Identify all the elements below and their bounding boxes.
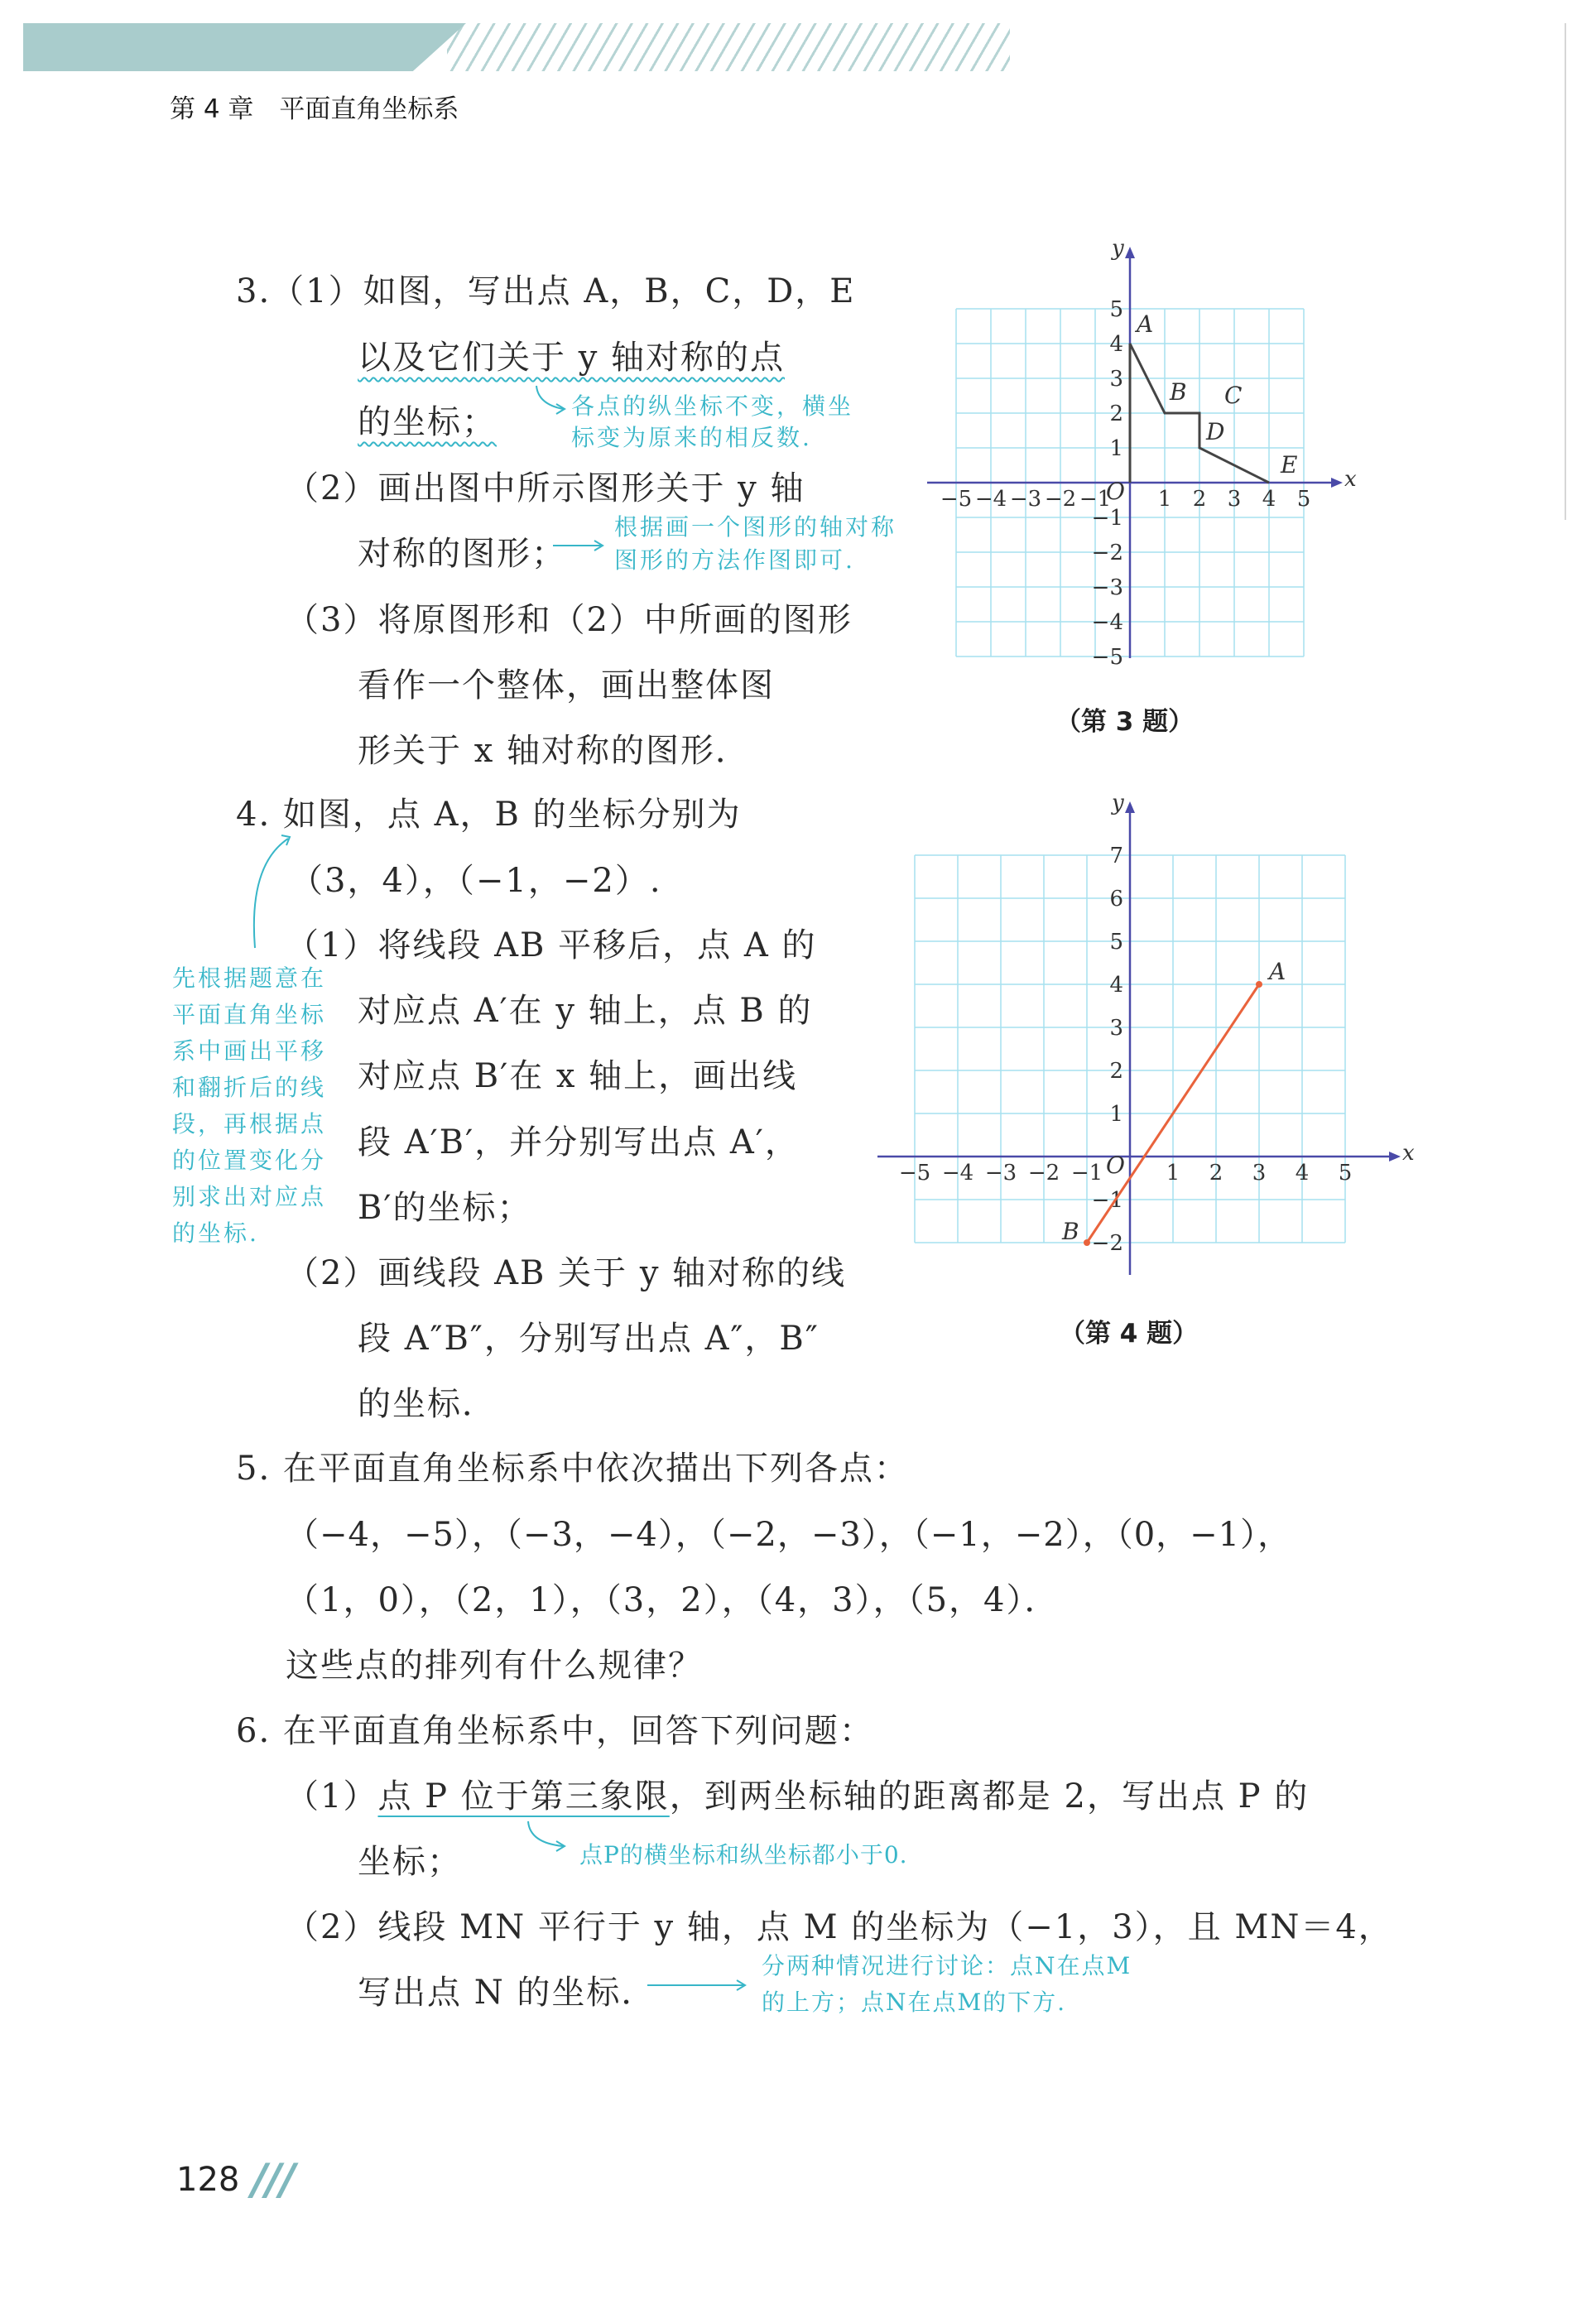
- y-tick-label: 2: [1109, 1059, 1123, 1084]
- q3-line3-text: 的坐标；: [358, 403, 497, 441]
- x-tick-label: 1: [1157, 487, 1172, 512]
- y-tick-label: 1: [1109, 1102, 1123, 1127]
- q4-note-arrow: [240, 832, 306, 956]
- q4-note-line: 的位置变化分: [172, 1147, 327, 1174]
- y-tick-label: 5: [1109, 930, 1123, 955]
- y-tick-label: −5: [1091, 645, 1123, 670]
- q4-note-line: 先根据题意在: [172, 964, 327, 992]
- figure-4-caption: （第 4 题）: [1060, 1319, 1199, 1349]
- point-label-d: D: [1206, 418, 1225, 445]
- q3-note1-line2: 标变为原来的相反数.: [571, 424, 812, 451]
- y-tick-label: −2: [1091, 1231, 1123, 1256]
- q4-line1: 4. 如图，点 A，B 的坐标分别为: [236, 796, 742, 834]
- chapter-title: 第 4 章 平面直角坐标系: [170, 94, 459, 124]
- q6-p1-prefix: （1）: [286, 1777, 378, 1816]
- x-axis-label: x: [1344, 467, 1357, 492]
- x-tick-label: 2: [1192, 487, 1207, 512]
- q6-note1: 点P的横坐标和纵坐标都小于0.: [579, 1841, 908, 1868]
- q3-line7: 看作一个整体，画出整体图: [358, 666, 775, 705]
- page-number: 128: [176, 2161, 240, 2199]
- q6-line2: [286, 1777, 1309, 1816]
- q4-note-line: 系中画出平移: [172, 1037, 327, 1065]
- y-tick-label: 2: [1109, 402, 1123, 426]
- x-tick-label: −4: [941, 1161, 974, 1186]
- figure-3-caption: （第 3 题）: [1055, 707, 1195, 737]
- y-tick-label: 7: [1109, 844, 1123, 868]
- figure-3-coordinate-plane: [911, 240, 1374, 671]
- q3-note1-line1: 各点的纵坐标不变，横坐: [571, 392, 854, 420]
- q6-line4: （2）线段 MN 平行于 y 轴，点 M 的坐标为（−1，3），且 MN＝4，: [286, 1908, 1393, 1946]
- x-tick-label: −1: [1079, 487, 1112, 512]
- q3-line6: （3）将原图形和（2）中所画的图形: [286, 601, 853, 639]
- y-axis-label: y: [1112, 240, 1124, 261]
- x-tick-label: 5: [1338, 1161, 1353, 1186]
- origin-label: O: [1106, 478, 1125, 505]
- q4-line4: 对应点 A′在 y 轴上，点 B 的: [358, 992, 813, 1030]
- y-axis-arrow: [1125, 247, 1135, 258]
- header-hatch: [447, 23, 1010, 71]
- q3-line1: 3.（1）如图，写出点 A，B，C，D，E: [236, 272, 856, 310]
- x-axis-arrow: [1331, 478, 1343, 488]
- q4-line8: （2）画线段 AB 关于 y 轴对称的线: [286, 1254, 847, 1292]
- q4-note-line: 平面直角坐标: [172, 1001, 327, 1028]
- q4-line6: 段 A′B′，并分别写出点 A′，: [358, 1123, 800, 1162]
- x-tick-label: −4: [974, 487, 1007, 512]
- y-tick-label: −4: [1091, 610, 1123, 635]
- x-tick-label: −2: [1044, 487, 1077, 512]
- x-axis-arrow: [1389, 1152, 1401, 1162]
- q3-line4: （2）画出图中所示图形关于 y 轴: [286, 469, 805, 507]
- x-tick-label: −3: [984, 1161, 1017, 1186]
- x-tick-label: −5: [940, 487, 973, 512]
- page-edge: [1565, 23, 1566, 520]
- q6-line1: 6. 在平面直角坐标系中，回答下列问题：: [236, 1712, 874, 1750]
- header-band: [23, 23, 466, 71]
- y-axis-label: y: [1112, 795, 1124, 815]
- y-tick-label: 4: [1109, 332, 1123, 357]
- x-tick-label: 4: [1295, 1161, 1310, 1186]
- q6-p1-rest: ，到两坐标轴的距离都是 2，写出点 P 的: [669, 1777, 1310, 1816]
- q4-note-line: 的坐标.: [172, 1219, 259, 1247]
- y-tick-label: 4: [1109, 973, 1123, 998]
- q3-line2-text: 以及它们关于 y 轴对称的点: [358, 339, 786, 377]
- q4-line3: （1）将线段 AB 平移后，点 A 的: [286, 926, 817, 964]
- q6-note1-arrow: [522, 1818, 588, 1868]
- x-tick-label: 2: [1209, 1161, 1223, 1186]
- q3-note2-line1: 根据画一个图形的轴对称: [614, 513, 897, 541]
- point-b: [1084, 1239, 1090, 1246]
- y-tick-label: 3: [1109, 1016, 1123, 1041]
- x-tick-label: 1: [1166, 1161, 1180, 1186]
- q3-line2: [358, 338, 785, 378]
- y-tick-label: 5: [1109, 297, 1123, 322]
- x-tick-label: −2: [1027, 1161, 1060, 1186]
- q5-line2: （−4，−5），（−3，−4），（−2，−3），（−1，−2），（0，−1），: [286, 1516, 1292, 1554]
- q4-line9: 段 A″B″，分别写出点 A″，B″: [358, 1320, 820, 1358]
- q4-line10: 的坐标．: [358, 1385, 497, 1423]
- point-label-e: E: [1281, 451, 1298, 479]
- point-label-a: A: [1137, 310, 1154, 338]
- q6-note2-arrow: [646, 1974, 753, 1998]
- point-a: [1256, 981, 1262, 988]
- point-label-b: B: [1062, 1218, 1079, 1245]
- y-axis-arrow: [1125, 801, 1135, 813]
- x-tick-label: −5: [898, 1161, 931, 1186]
- origin-label: O: [1106, 1152, 1125, 1179]
- q3-note2-arrow: [551, 534, 609, 559]
- x-tick-label: 5: [1296, 487, 1311, 512]
- y-tick-label: 1: [1109, 436, 1123, 461]
- q4-line7: B′的坐标；: [358, 1189, 532, 1227]
- q4-line5: 对应点 B′在 x 轴上，画出线: [358, 1057, 798, 1095]
- y-tick-label: 6: [1109, 887, 1123, 911]
- x-tick-label: 3: [1227, 487, 1242, 512]
- q3-line5: 对称的图形；: [358, 535, 566, 573]
- y-tick-label: −2: [1091, 541, 1123, 565]
- x-tick-label: −1: [1070, 1161, 1103, 1186]
- q4-note-line: 别求出对应点: [172, 1183, 327, 1210]
- y-tick-label: −3: [1091, 575, 1123, 600]
- y-tick-label: −1: [1091, 506, 1123, 531]
- q5-line4: 这些点的排列有什么规律？: [286, 1647, 703, 1685]
- q6-line3: 坐标；: [358, 1843, 462, 1881]
- q3-note2-line2: 图形的方法作图即可.: [614, 546, 855, 574]
- y-tick-label: 3: [1109, 367, 1123, 392]
- q4-line2: （3，4），（−1，−2）.: [290, 862, 662, 900]
- q4-note-line: 和翻折后的线: [172, 1074, 327, 1101]
- x-tick-label: −3: [1009, 487, 1042, 512]
- point-label-c: C: [1224, 382, 1243, 409]
- x-tick-label: 3: [1252, 1161, 1267, 1186]
- q5-line3: （1，0），（2，1），（3，2），（4，3），（5，4）．: [286, 1581, 1060, 1619]
- point-label-a: A: [1269, 958, 1286, 985]
- q6-line5: 写出点 N 的坐标．: [358, 1974, 656, 2012]
- figure-4-coordinate-plane: [861, 795, 1424, 1291]
- point-label-b: B: [1170, 378, 1187, 406]
- q3-line8: 形关于 x 轴对称的图形．: [358, 732, 750, 770]
- q5-line1: 5. 在平面直角坐标系中依次描出下列各点：: [236, 1450, 909, 1488]
- x-axis-label: x: [1402, 1141, 1415, 1166]
- page-number-mark: ///: [252, 2155, 294, 2205]
- q4-note-line: 段，再根据点: [172, 1110, 327, 1137]
- q6-note2-line2: 的上方；点N在点M的下方.: [762, 1989, 1067, 2016]
- x-tick-label: 4: [1262, 487, 1276, 512]
- q6-p1-underlined: 点 P 位于第三象限: [377, 1777, 670, 1816]
- q6-note2-line1: 分两种情况进行讨论：点N在点M: [762, 1952, 1132, 1979]
- y-tick-label: −1: [1091, 1188, 1123, 1213]
- q3-line3: [358, 402, 497, 442]
